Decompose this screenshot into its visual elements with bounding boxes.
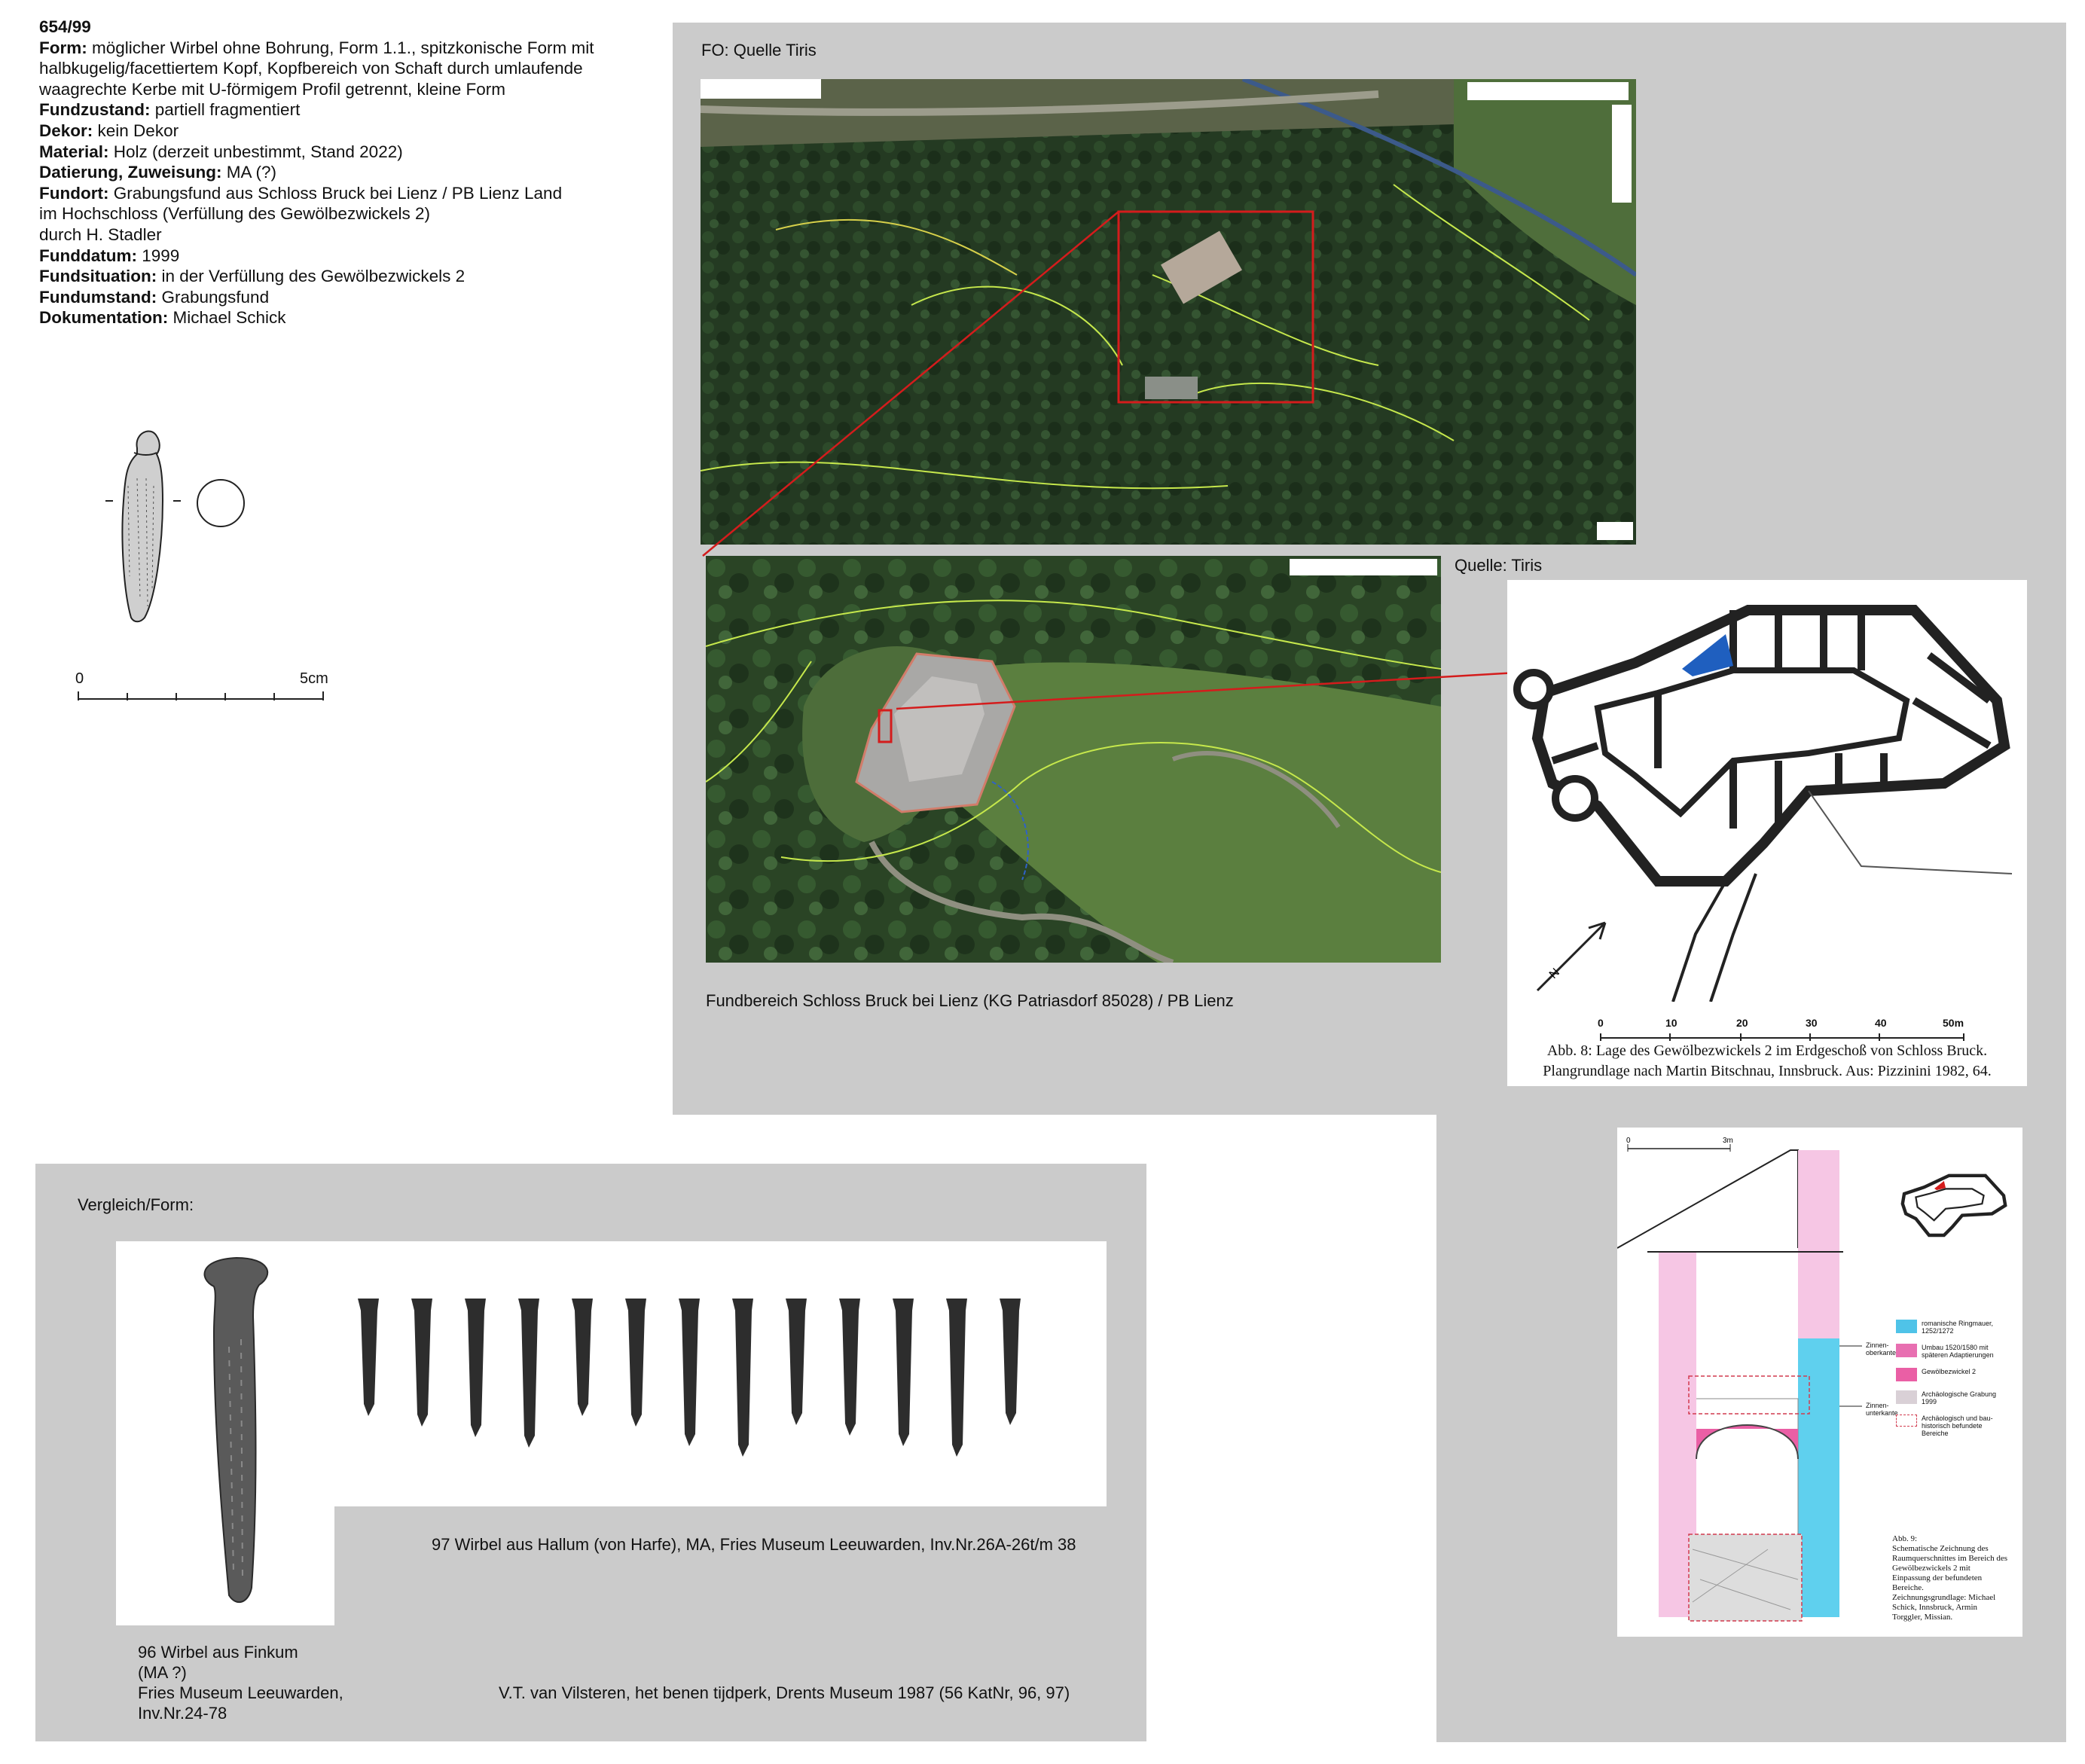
description-lines (39, 38, 642, 328)
legend-item (1896, 1390, 2016, 1405)
legend-label: romanische Ringmauer, 1252/1272 (1922, 1320, 1994, 1335)
section-caption: Abb. 9: Schematische Zeichnung des Raumquerschnittes im Bereich des Gewölbezwickels 2 mit Einpassung der befundeten Bereiche. Zeichnungsgrundlage: Michael Schick, Innsbruck, Armin Torggler, Missian. (1892, 1534, 2008, 1622)
description-line: halbkugelig/facettiertem Kopf, Kopfbereich von Schaft durch umlaufende (39, 59, 583, 78)
zinnen-oberkante-label: Zinnen- oberkante (1866, 1341, 1897, 1357)
caption-97: 97 Wirbel aus Hallum (von Harfe), MA, Fries Museum Leeuwarden, Inv.Nr.26A-26t/m 38 (432, 1535, 1076, 1554)
mini-floor-plan (1903, 1176, 2005, 1235)
aerial-detail-map[interactable] (706, 556, 1441, 963)
pin-97-item (839, 1299, 860, 1436)
description-line: Dekor: kein Dekor (39, 121, 179, 140)
pin-front-view (122, 431, 163, 621)
comparison-source: V.T. van Vilsteren, het benen tijdperk, Drents Museum 1987 (56 KatNr, 96, 97) (499, 1683, 1070, 1702)
pin-97-item (1000, 1299, 1021, 1425)
legend-swatch (1896, 1390, 1917, 1404)
map-search-box (701, 79, 821, 99)
description-line: Dokumentation: Michael Schick (39, 308, 286, 328)
legend-label: Archäologische Grabung 1999 (1922, 1390, 1997, 1405)
pin-97-item (679, 1299, 700, 1446)
location-panel-title: FO: Quelle Tiris (701, 41, 817, 60)
pin-97-item (946, 1299, 967, 1457)
pin-97-item (893, 1299, 914, 1446)
pin-97-item (572, 1299, 593, 1416)
comparison-title: Vergleich/Form: (78, 1195, 194, 1214)
north-arrow-icon (1537, 923, 1605, 990)
legend-item (1896, 1344, 2016, 1359)
pin-cross-section (197, 480, 244, 526)
pin-97-item (625, 1299, 646, 1427)
pin-97-item (786, 1299, 807, 1425)
legend-label: Umbau 1520/1580 mit späteren Adaptierungen (1922, 1344, 1994, 1359)
description-line: im Hochschloss (Verfüllung des Gewölbezwickels 2) (39, 204, 430, 224)
find-description (39, 17, 642, 328)
zinnen-unterkante-label: Zinnen- unterkante (1866, 1402, 1898, 1417)
object-drawing (98, 426, 279, 636)
pin-97-item (518, 1299, 539, 1448)
description-line: durch H. Stadler (39, 224, 162, 244)
pin-97-item (732, 1299, 753, 1457)
legend-swatch (1896, 1368, 1917, 1381)
legend-item (1896, 1320, 2016, 1335)
description-line: waagrechte Kerbe mit U-förmigem Profil getrennt, kleine Form (39, 79, 505, 99)
location-caption: Fundbereich Schloss Bruck bei Lienz (KG Patriasdorf 85028) / PB Lienz (706, 991, 1234, 1010)
svg-text:N: N (1546, 966, 1563, 981)
legend-label: Archäologisch und bau- historisch befundete Bereiche (1922, 1415, 1993, 1437)
legend-swatch (1896, 1320, 1917, 1333)
comparison-image-96 (116, 1241, 334, 1625)
scale-start-label: 0 (75, 670, 84, 687)
section-scale-end: 3m (1723, 1137, 1733, 1145)
scale-end-label: 5cm (300, 670, 328, 687)
caption-96: 96 Wirbel aus Finkum (MA ?) Fries Museum Leeuwarden, Inv.Nr.24-78 (138, 1643, 343, 1723)
detail-source-label: Quelle: Tiris (1455, 556, 1543, 575)
floor-plan-caption: Abb. 8: Lage des Gewölbezwickels 2 im Erdgeschoß von Schloss Bruck. Plangrundlage nach Martin Bitschnau, Innsbruck. Aus: Pizzinini 1982, 64. (1543, 1042, 1992, 1079)
description-line: Fundort: Grabungsfund aus Schloss Bruck bei Lienz / PB Lienz Land (39, 183, 563, 203)
section-legend (1896, 1320, 2016, 1446)
find-id: 654/99 (39, 17, 91, 36)
legend-label: Gewölbezwickel 2 (1922, 1368, 1977, 1375)
pin-97-item (411, 1299, 432, 1427)
pin-97-item (465, 1299, 486, 1437)
pin-96 (205, 1258, 268, 1602)
comparison-image-97 (334, 1241, 1107, 1506)
description-line: Fundzustand: partiell fragmentiert (39, 100, 301, 120)
map-side-toolbar (1612, 105, 1632, 203)
floor-plan-card (1507, 580, 2027, 1086)
detail-map-toolbar (1290, 559, 1437, 575)
legend-item (1896, 1368, 2016, 1381)
legend-item (1896, 1415, 2016, 1437)
section-drawing-card (1617, 1128, 2022, 1637)
drawing-scale (75, 670, 346, 708)
section-scale-start: 0 (1626, 1137, 1631, 1145)
map-toolbar (1467, 82, 1629, 100)
description-line: Datierung, Zuweisung: MA (?) (39, 163, 277, 182)
description-line: Fundumstand: Grabungsfund (39, 287, 270, 307)
pin-97-item (358, 1299, 379, 1416)
plan-scale: 0 10 20 30 40 50m (1598, 1017, 1964, 1029)
aerial-overview-map[interactable] (701, 79, 1636, 545)
description-line: Form: möglicher Wirbel ohne Bohrung, Form 1.1., spitzkonische Form mit (39, 38, 594, 57)
description-line: Funddatum: 1999 (39, 246, 180, 265)
legend-swatch (1896, 1415, 1917, 1427)
description-line: Material: Holz (derzeit unbestimmt, Stand 2022) (39, 142, 403, 161)
legend-swatch (1896, 1344, 1917, 1357)
description-line: Fundsituation: in der Verfüllung des Gewölbezwickels 2 (39, 267, 466, 286)
